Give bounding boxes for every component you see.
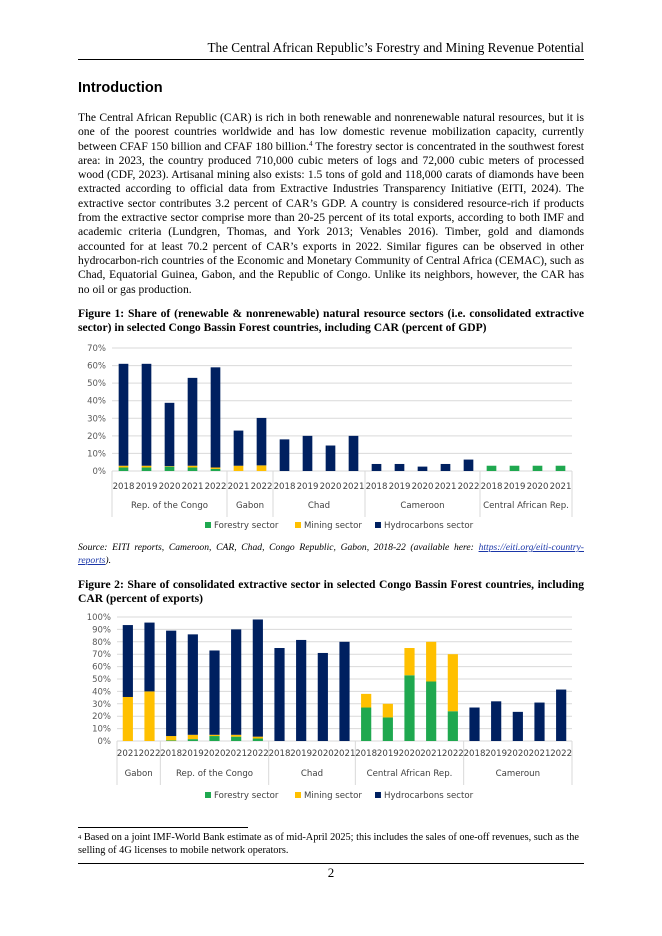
x-year-label: 2021 bbox=[549, 482, 572, 492]
y-tick-label: 0% bbox=[92, 467, 106, 477]
bar-segment bbox=[426, 681, 436, 741]
y-tick-label: 40% bbox=[87, 396, 106, 407]
bar-segment bbox=[211, 469, 221, 471]
bar-segment bbox=[165, 466, 175, 467]
x-year-label: 2022 bbox=[550, 749, 573, 759]
bar-segment bbox=[166, 736, 176, 740]
x-group-label: Cameroon bbox=[400, 501, 445, 511]
x-year-label: 2018 bbox=[273, 482, 296, 492]
footer-rule bbox=[78, 863, 584, 864]
bar-segment bbox=[165, 467, 175, 471]
figure1-chart bbox=[75, 340, 595, 535]
x-year-label: 2020 bbox=[203, 749, 226, 759]
bar-segment bbox=[339, 642, 349, 741]
footnote-ref[interactable]: 4 bbox=[308, 139, 313, 148]
x-group-label: Central African Rep. bbox=[366, 769, 453, 779]
x-year-label: 2019 bbox=[376, 749, 399, 759]
bar-segment bbox=[556, 690, 566, 741]
bar-segment bbox=[404, 675, 414, 741]
x-group-label: Chad bbox=[300, 769, 324, 779]
x-year-label: 2021 bbox=[116, 749, 139, 759]
para-text-a: The Central African Republic (CAR) is rich in both renewable and nonrenewable natural resources, but it is one of the poorest countries worldwide and has low domestic revenue mobilization capacity, currently between CFAF 150 billion and CFAF 180 billion. bbox=[78, 111, 584, 153]
x-year-label: 2020 bbox=[158, 482, 181, 492]
page-number: 2 bbox=[327, 865, 335, 880]
bar-segment bbox=[257, 418, 267, 465]
intro-paragraph bbox=[78, 111, 584, 297]
y-tick-label: 20% bbox=[92, 712, 111, 723]
bar-segment bbox=[119, 467, 129, 471]
bar-segment bbox=[426, 642, 436, 682]
bar-segment bbox=[231, 735, 241, 737]
legend-item: Hydrocarbons sector bbox=[384, 521, 474, 531]
x-year-label: 2018 bbox=[365, 482, 388, 492]
bar-segment bbox=[441, 464, 451, 471]
source-text: Source: EITI reports, Cameroon, CAR, Chad, Congo Republic, Gabon, 2018-22 (available here: bbox=[78, 542, 479, 553]
x-group-label: Rep. of the Congo bbox=[130, 501, 209, 511]
x-year-label: 2022 bbox=[246, 749, 269, 759]
y-tick-label: 80% bbox=[92, 637, 111, 648]
bar-segment bbox=[257, 465, 267, 471]
x-year-label: 2018 bbox=[355, 749, 378, 759]
bar-segment bbox=[510, 466, 520, 471]
bar-segment bbox=[231, 629, 241, 734]
x-group-label: Chad bbox=[307, 501, 331, 511]
y-tick-label: 50% bbox=[87, 379, 106, 390]
bar-segment bbox=[513, 712, 523, 741]
bar-segment bbox=[253, 739, 263, 741]
bar-segment bbox=[296, 640, 306, 741]
y-tick-label: 30% bbox=[92, 699, 111, 710]
x-year-label: 2018 bbox=[463, 749, 486, 759]
bar-segment bbox=[487, 466, 497, 471]
bar-segment bbox=[280, 439, 290, 471]
footnote-separator bbox=[78, 827, 248, 828]
x-year-label: 2021 bbox=[225, 749, 248, 759]
bar-segment bbox=[326, 446, 336, 471]
bar-segment bbox=[274, 648, 284, 741]
bar-segment bbox=[556, 466, 566, 471]
x-year-label: 2019 bbox=[290, 749, 313, 759]
x-year-label: 2018 bbox=[480, 482, 503, 492]
bar-segment bbox=[349, 436, 359, 471]
bar-segment bbox=[448, 711, 458, 741]
bar-segment bbox=[372, 464, 382, 471]
bar-segment bbox=[123, 625, 133, 697]
x-year-label: 2020 bbox=[411, 482, 434, 492]
x-year-label: 2019 bbox=[485, 749, 508, 759]
legend-item: Forestry sector bbox=[214, 521, 279, 531]
bar-segment bbox=[209, 736, 219, 741]
figure1-caption: Figure 1: Share of (renewable & nonrenewable) natural resource sectors (i.e. consolidated extractive sector) in selected Congo Bassin Forest countries, including CAR (percent of GDP) bbox=[78, 307, 584, 335]
y-tick-label: 60% bbox=[87, 361, 106, 372]
x-year-label: 2019 bbox=[388, 482, 411, 492]
bar-segment bbox=[234, 466, 244, 471]
x-year-label: 2022 bbox=[457, 482, 480, 492]
bar-segment bbox=[188, 378, 198, 466]
x-year-label: 2021 bbox=[342, 482, 365, 492]
bar-segment bbox=[211, 367, 221, 467]
running-header: The Central African Republic’s Forestry and Mining Revenue Potential bbox=[78, 40, 584, 60]
figure2-caption: Figure 2: Share of consolidated extractive sector in selected Congo Bassin Forest countries, including CAR (percent of exports) bbox=[78, 578, 584, 606]
bar-segment bbox=[361, 708, 371, 741]
x-year-label: 2020 bbox=[311, 749, 334, 759]
y-tick-label: 10% bbox=[92, 724, 111, 735]
bar-segment bbox=[404, 648, 414, 675]
y-tick-label: 10% bbox=[87, 449, 106, 460]
x-year-label: 2021 bbox=[181, 482, 204, 492]
bar-segment bbox=[188, 467, 198, 471]
x-year-label: 2022 bbox=[138, 749, 161, 759]
y-tick-label: 50% bbox=[92, 675, 111, 685]
x-year-label: 2020 bbox=[506, 749, 529, 759]
x-year-label: 2020 bbox=[319, 482, 342, 492]
bar-segment bbox=[318, 653, 328, 741]
figure2-chart bbox=[75, 610, 595, 810]
bar-segment bbox=[142, 364, 152, 466]
legend-item: Mining sector bbox=[304, 791, 362, 801]
bar-segment bbox=[123, 697, 133, 741]
x-year-label: 2019 bbox=[503, 482, 526, 492]
footnote bbox=[78, 831, 584, 857]
bar-segment bbox=[188, 739, 198, 741]
x-year-label: 2018 bbox=[160, 749, 183, 759]
bar-segment bbox=[383, 717, 393, 741]
bar-segment bbox=[418, 467, 428, 471]
figure1-source bbox=[78, 542, 584, 567]
x-year-label: 2019 bbox=[135, 482, 158, 492]
bar-segment bbox=[464, 460, 474, 471]
bar-segment bbox=[234, 431, 244, 466]
bar-segment bbox=[166, 740, 176, 741]
x-year-label: 2021 bbox=[333, 749, 356, 759]
x-group-label: Gabon bbox=[235, 501, 265, 511]
x-year-label: 2019 bbox=[296, 482, 319, 492]
x-year-label: 2019 bbox=[181, 749, 204, 759]
y-tick-label: 0% bbox=[97, 737, 111, 747]
y-tick-label: 100% bbox=[86, 613, 111, 623]
footnote-number: 4 bbox=[78, 834, 82, 841]
x-year-label: 2022 bbox=[250, 482, 273, 492]
x-year-label: 2018 bbox=[268, 749, 291, 759]
x-year-label: 2020 bbox=[526, 482, 549, 492]
x-year-label: 2022 bbox=[441, 749, 464, 759]
legend-item: Mining sector bbox=[304, 521, 362, 531]
bar-segment bbox=[253, 619, 263, 736]
bar-segment bbox=[395, 464, 405, 471]
bar-segment bbox=[533, 466, 543, 471]
x-year-label: 2020 bbox=[398, 749, 421, 759]
bar-segment bbox=[209, 735, 219, 736]
bar-segment bbox=[144, 623, 154, 692]
bar-segment bbox=[188, 634, 198, 734]
bar-segment bbox=[144, 691, 154, 741]
bar-segment bbox=[253, 737, 263, 739]
bar-segment bbox=[188, 466, 198, 468]
bar-segment bbox=[209, 650, 219, 734]
y-tick-label: 90% bbox=[92, 625, 111, 636]
bar-segment bbox=[361, 694, 371, 708]
section-heading: Introduction bbox=[78, 80, 163, 96]
x-group-label: Central African Rep. bbox=[483, 501, 569, 511]
y-tick-label: 40% bbox=[92, 687, 111, 698]
y-tick-label: 30% bbox=[87, 414, 106, 425]
bar-segment bbox=[165, 403, 175, 466]
x-group-label: Cameroun bbox=[495, 769, 541, 779]
bar-segment bbox=[448, 654, 458, 711]
source-end: ). bbox=[105, 554, 111, 566]
x-group-label: Rep. of the Congo bbox=[175, 769, 254, 779]
y-tick-label: 20% bbox=[87, 431, 106, 442]
bar-segment bbox=[188, 735, 198, 739]
bar-segment bbox=[231, 737, 241, 741]
bar-segment bbox=[142, 466, 152, 468]
bar-segment bbox=[383, 704, 393, 718]
bar-segment bbox=[534, 703, 544, 741]
para-text-b: The forestry sector is concentrated in the southwest forest area: in 2023, the country produced 710,000 cubic meters of logs and 72,000 cubic meters of processed wood (CDF, 2023). Artisanal mining also exists: 1.5 tons of gold and 118,000 carats of diamonds have been extracted according to official data from Extractive Industries Transparency Initiative (EITI, 2024). The extractive sector contributes 3.2 percent of CAR’s GDP. A country is considered resource-rich if products from the extractive sector comprise more than 20-25 percent of its total exports, according to both IMF and academic criteria (Lundgren, Thomas, and York 2013; Venables 2016). Timber, gold and diamonds accounted for at least 70.2 percent of CAR’s exports in 2022. Similar figures can be observed in other hydrocarbon-rich countries of the Economic and Monetary Community of Central Africa (CEMAC), such as Chad, Equatorial Guinea, Gabon, and the Republic of Congo. Unlike its neighbors, however, the CAR has no oil or gas production. bbox=[78, 139, 585, 296]
bar-segment bbox=[119, 364, 129, 466]
bar-segment bbox=[211, 467, 221, 468]
legend-item: Hydrocarbons sector bbox=[384, 791, 474, 801]
footnote-text: Based on a joint IMF-World Bank estimate as of mid-April 2025; this includes the sales of one-off revenues, such as the selling of 4G licenses to mobile network operators. bbox=[78, 832, 579, 856]
bar-segment bbox=[119, 466, 129, 468]
y-tick-label: 70% bbox=[92, 650, 111, 661]
bar-segment bbox=[491, 701, 501, 741]
bar-segment bbox=[469, 708, 479, 741]
x-year-label: 2021 bbox=[434, 482, 457, 492]
source-link[interactable]: https://eiti.org/eiti-country-reports bbox=[78, 542, 584, 566]
y-tick-label: 70% bbox=[87, 344, 106, 354]
bar-segment bbox=[166, 631, 176, 736]
x-year-label: 2021 bbox=[227, 482, 250, 492]
y-tick-label: 60% bbox=[92, 662, 111, 673]
legend-item: Forestry sector bbox=[214, 791, 279, 801]
x-year-label: 2021 bbox=[528, 749, 551, 759]
bar-segment bbox=[142, 467, 152, 471]
x-year-label: 2021 bbox=[420, 749, 443, 759]
bar-segment bbox=[303, 436, 313, 471]
x-group-label: Gabon bbox=[124, 769, 153, 779]
x-year-label: 2022 bbox=[204, 482, 227, 492]
x-year-label: 2018 bbox=[112, 482, 135, 492]
